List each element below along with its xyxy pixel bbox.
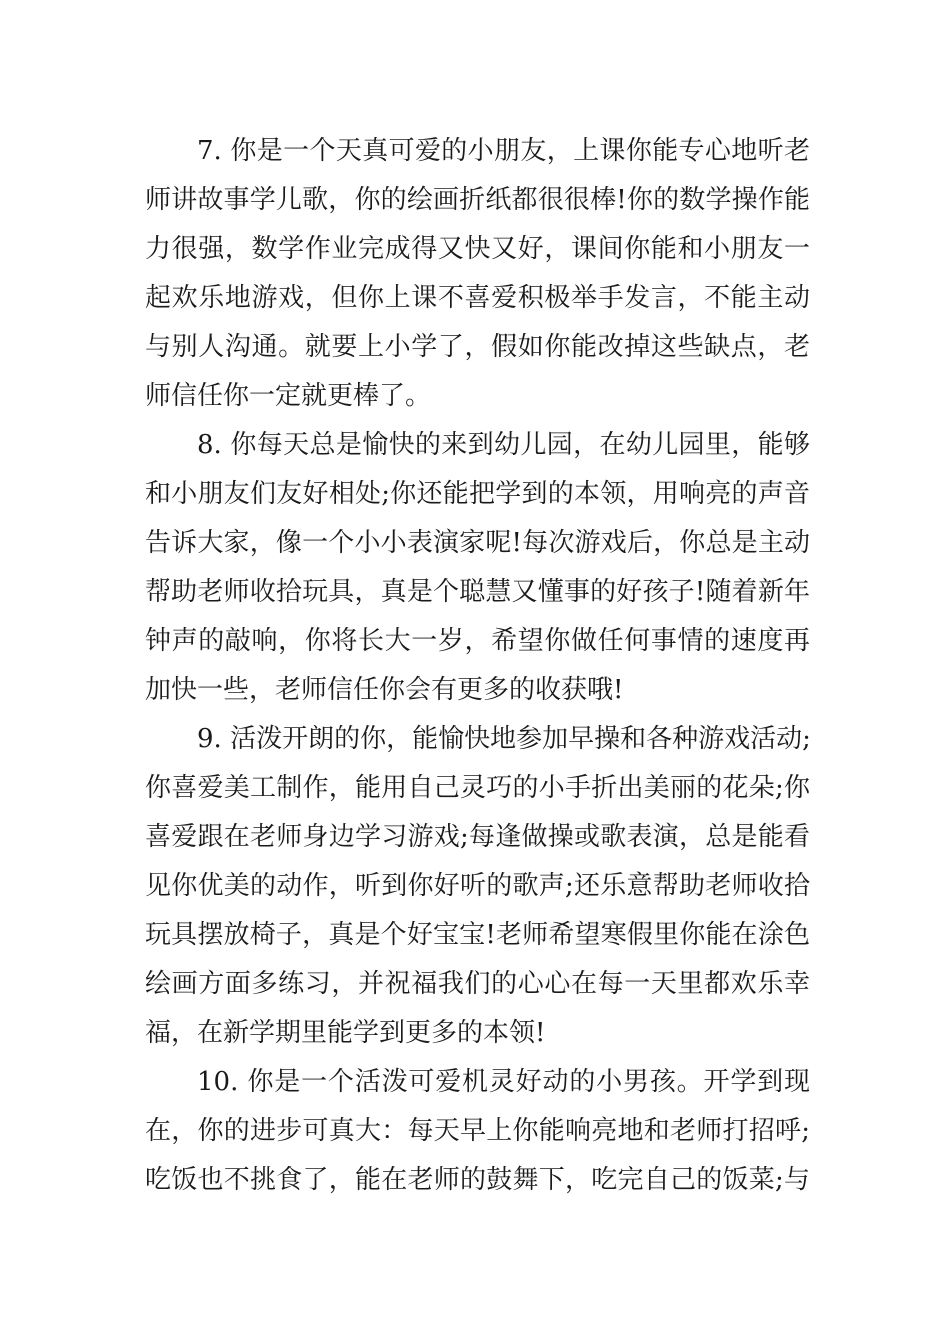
text-line bbox=[145, 225, 810, 274]
text-line bbox=[145, 715, 810, 764]
text-line bbox=[145, 617, 810, 666]
text-line-content: 力很强，数学作业完成得又快又好，课间你能和小朋友一 bbox=[145, 234, 810, 264]
text-line-content: 在，你的进步可真大：每天早上你能响亮地和老师打招呼; bbox=[145, 1116, 810, 1146]
text-line bbox=[145, 176, 810, 225]
text-line-content: 7. 你是一个天真可爱的小朋友，上课你能专心地听老 bbox=[197, 136, 810, 166]
text-line-content: 你喜爱美工制作，能用自己灵巧的小手折出美丽的花朵;你 bbox=[145, 773, 810, 803]
text-line bbox=[145, 764, 810, 813]
text-line-content: 告诉大家，像一个小小表演家呢!每次游戏后，你总是主动 bbox=[145, 528, 810, 558]
text-line bbox=[145, 127, 810, 176]
text-line-content: 加快一些，老师信任你会有更多的收获哦! bbox=[145, 675, 624, 705]
text-line bbox=[145, 666, 810, 715]
text-line-content: 10. 你是一个活泼可爱机灵好动的小男孩。开学到现 bbox=[197, 1067, 810, 1097]
text-line bbox=[145, 323, 810, 372]
text-line bbox=[145, 421, 810, 470]
text-line bbox=[145, 911, 810, 960]
text-line bbox=[145, 960, 810, 1009]
text-line-content: 福，在新学期里能学到更多的本领! bbox=[145, 1018, 546, 1048]
text-line-content: 师信任你一定就更棒了。 bbox=[145, 381, 432, 411]
text-line-content: 喜爱跟在老师身边学习游戏;每逢做操或歌表演，总是能看 bbox=[145, 822, 810, 852]
text-line bbox=[145, 813, 810, 862]
text-line-content: 和小朋友们友好相处;你还能把学到的本领，用响亮的声音 bbox=[145, 479, 810, 509]
text-line bbox=[145, 1107, 810, 1156]
text-line-content: 起欢乐地游戏，但你上课不喜爱积极举手发言，不能主动 bbox=[145, 283, 810, 313]
text-line bbox=[145, 519, 810, 568]
text-line-content: 帮助老师收拾玩具，真是个聪慧又懂事的好孩子!随着新年 bbox=[145, 577, 810, 607]
text-line-content: 见你优美的动作，听到你好听的歌声;还乐意帮助老师收拾 bbox=[145, 871, 810, 901]
text-line bbox=[145, 862, 810, 911]
text-line-content: 9. 活泼开朗的你，能愉快地参加早操和各种游戏活动; bbox=[197, 724, 811, 754]
text-line bbox=[145, 470, 810, 519]
text-line bbox=[145, 274, 810, 323]
text-line-content: 师讲故事学儿歌，你的绘画折纸都很很棒!你的数学操作能 bbox=[145, 185, 810, 215]
text-line bbox=[145, 1058, 810, 1107]
text-line bbox=[145, 1156, 810, 1205]
text-line-content: 玩具摆放椅子，真是个好宝宝!老师希望寒假里你能在涂色 bbox=[145, 920, 810, 950]
document-body bbox=[145, 127, 810, 1205]
text-line bbox=[145, 1009, 810, 1058]
text-line-content: 与别人沟通。就要上小学了，假如你能改掉这些缺点，老 bbox=[145, 332, 810, 362]
text-line bbox=[145, 372, 810, 421]
text-line-content: 钟声的敲响，你将长大一岁，希望你做任何事情的速度再 bbox=[145, 626, 810, 656]
text-line bbox=[145, 568, 810, 617]
text-line-content: 绘画方面多练习，并祝福我们的心心在每一天里都欢乐幸 bbox=[145, 969, 810, 999]
text-line-content: 8. 你每天总是愉快的来到幼儿园，在幼儿园里，能够 bbox=[197, 430, 810, 460]
text-line-content: 吃饭也不挑食了，能在老师的鼓舞下，吃完自己的饭菜;与 bbox=[145, 1165, 810, 1195]
